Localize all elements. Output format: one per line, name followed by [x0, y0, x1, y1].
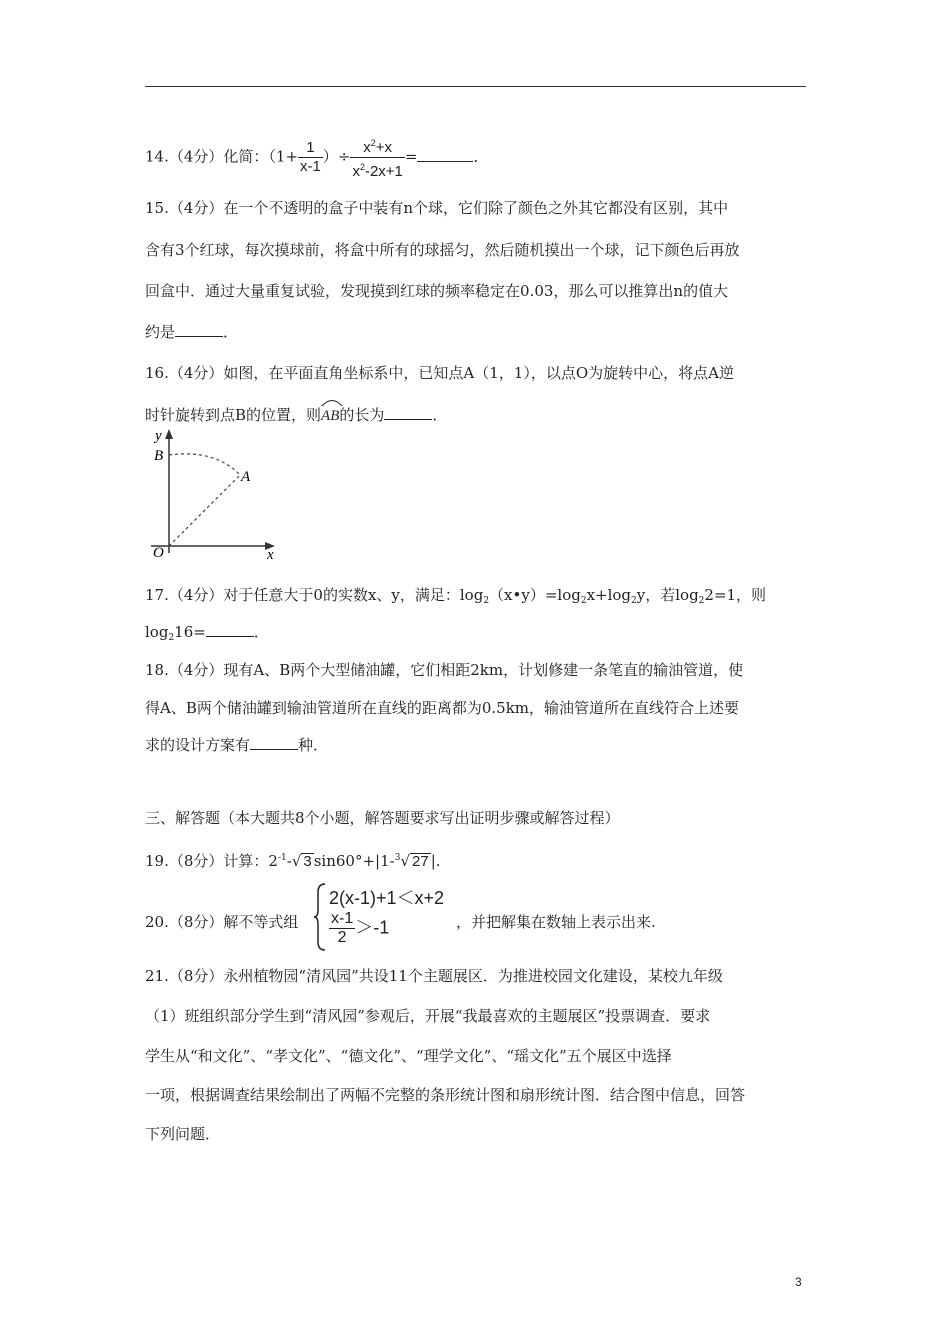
question-21-line-3: 学生从“和文化”、“孝文化”、“德文化”、“理学文化”、“瑶文化”五个展区中选择	[145, 1047, 672, 1065]
label-y: y	[155, 428, 162, 444]
question-21-line-1: 21.（8分）永州植物园“清风园”共设11个主题展区．为推进校园文化建设，某校九年级	[145, 967, 723, 985]
arc-path	[169, 454, 240, 475]
question-21-line-4: 一项，根据调查结果绘制出了两幅不完整的条形统计图和扇形统计图．结合图中信息，回答	[145, 1086, 746, 1104]
label-x: x	[267, 547, 274, 563]
label-o: O	[153, 545, 164, 561]
sqrt-symbol: √	[291, 852, 302, 870]
y-axis-arrow	[165, 429, 173, 439]
question-15-line-2: 含有3个红球，每次摸球前，将盒中所有的球摇匀，然后随机摸出一个球，记下颜色后再放	[145, 241, 740, 259]
answer-blank	[417, 147, 473, 162]
question-18-line-1: 18.（4分）现有A、B两个大型储油罐，它们相距2km，计划修建一条笔直的输油管道，使	[145, 661, 744, 679]
question-20-prefix: 20.（8分）解不等式组	[145, 913, 299, 931]
cbrt-symbol: √	[400, 852, 410, 870]
inequality-2: $\frac{x-1}{2}$ ＞-1	[331, 910, 390, 946]
question-18-line-3: 求的设计方案有 种．	[145, 736, 329, 754]
fraction-1: $\frac{1}{x-1}$	[300, 139, 321, 175]
question-18-line-2: 得A、B两个储油罐到输油管道所在直线的距离都为0.5km，输油管道所在直线符合上述要	[145, 699, 740, 717]
question-20-suffix: ，并把解集在数轴上表示出来.	[456, 913, 656, 931]
question-19: 19.（8分）计算：$2^{-1}-√$ 3 sin60°+|1-$^3$√ 27 |.	[145, 852, 441, 870]
answer-blank	[206, 622, 254, 637]
segment-oa	[169, 475, 240, 546]
header-rule	[145, 86, 806, 87]
question-16-line-2: 时针旋转到点B的位置，则 AB的长为 ．	[145, 405, 447, 426]
question-15-line-3: 回盒中．通过大量重复试验，发现摸到红球的频率稳定在0.03，那么可以推算出n的值大	[145, 282, 729, 300]
answer-blank	[250, 735, 298, 750]
question-17-line-2: $\log_216=$ ．	[145, 623, 269, 643]
answer-blank	[175, 322, 223, 337]
left-brace	[313, 882, 327, 952]
arc-ab: AB	[321, 406, 339, 426]
fraction-2: $\frac{x^2+x}{x^2-2x+1}$	[350, 134, 404, 181]
label-a: A	[241, 469, 251, 485]
label-b: B	[154, 448, 164, 464]
question-16-line-1: 16.（4分）如图，在平面直角坐标系中，已知点A（1，1），以点O为旋转中心，将点A逆	[145, 364, 734, 382]
question-15-line-4: 约是 ．	[145, 323, 239, 341]
question-17-line-1: 17.（4分）对于任意大于0的实数x、y，满足：$\log_2(x•y)=\log_2x+\log_2y$，若$\log_22=1$，则	[145, 586, 767, 606]
question-21-line-5: 下列问题．	[145, 1125, 221, 1143]
coordinate-figure	[145, 425, 285, 570]
page-number: 3	[795, 1275, 802, 1289]
answer-blank	[384, 405, 432, 420]
inequality-1: 2(x-1)+1＜x+2	[329, 888, 445, 908]
question-21-line-2: （1）班组织部分学生到“清风园”参观后，开展“我最喜欢的主题展区”投票调查．要求	[145, 1007, 711, 1025]
question-14: 14.（4分）化简：（1+ $\frac{1}{x-1}$ ）÷ $\frac{x^2+x}{x^2-2x+1}$ = ．	[145, 134, 489, 181]
question-15-line-1: 15.（4分）在一个不透明的盒子中装有n个球，它们除了颜色之外其它都没有区别，其中	[145, 199, 729, 217]
inequality-system	[313, 882, 453, 952]
section-heading: 三、解答题（本大题共8个小题，解答题要求写出证明步骤或解答过程）	[145, 809, 620, 827]
